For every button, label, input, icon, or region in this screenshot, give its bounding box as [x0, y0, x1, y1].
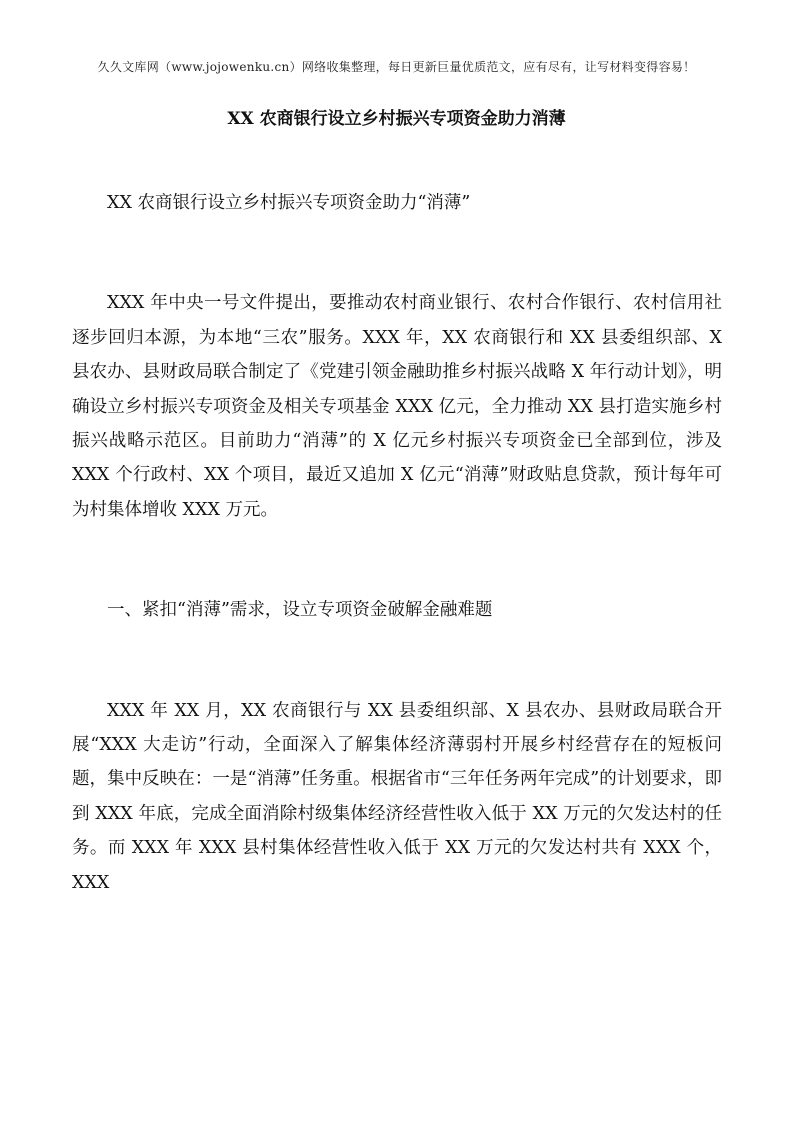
header-note: 久久文库网（www.jojowenku.cn）网络收集整理，每日更新巨量优质范文，应有尽有，让写材料变得容易！	[97, 60, 696, 74]
subtitle-paragraph: XX 农商银行设立乡村振兴专项资金助力“消薄”	[107, 193, 471, 213]
body-paragraph: XXX 年 XX 月，XX 农商银行与 XX 县委组织部、X 县农办、县财政局联合开展“XXX 大走访”行动，全面深入了解集体经济薄弱村开展乡村经营存在的短板问题，集中反映在：一是“消薄”任务重。根据省市“三年任务两年完成”的计划要求，即到 XXX 年底，完成全面消除村级集体经济经营性收入低于 XX 万元的欠发达村的任务。而 XXX 年 XXX 县村集体经营性收入低于 XX 万元的欠发达村共有 XXX 个，XXX	[72, 700, 722, 893]
document-title: XX 农商银行设立乡村振兴专项资金助力消薄	[227, 109, 566, 129]
intro-paragraph: XXX 年中央一号文件提出，要推动农村商业银行、农村合作银行、农村信用社逐步回归本源，为本地“三农”服务。XXX 年，XX 农商银行和 XX 县委组织部、X 县农办、县财政局联合制定了《党建引领金融助推乡村振兴战略 X 年行动计划》，明确设立乡村振兴专项资金及相关专项基金 XXX 亿元，全力推动 XX 县打造实施乡村振兴战略示范区。目前助力“消薄”的 X 亿元乡村振兴专项资金已全部到位，涉及 XXX 个行政村、XX 个项目，最近又追加 X 亿元“消薄”财政贴息贷款，预计每年可为村集体增收 XXX 万元。	[72, 293, 722, 520]
document-body	[72, 186, 722, 900]
section-heading: 一、紧扣“消薄”需求，设立专项资金破解金融难题	[107, 600, 493, 621]
